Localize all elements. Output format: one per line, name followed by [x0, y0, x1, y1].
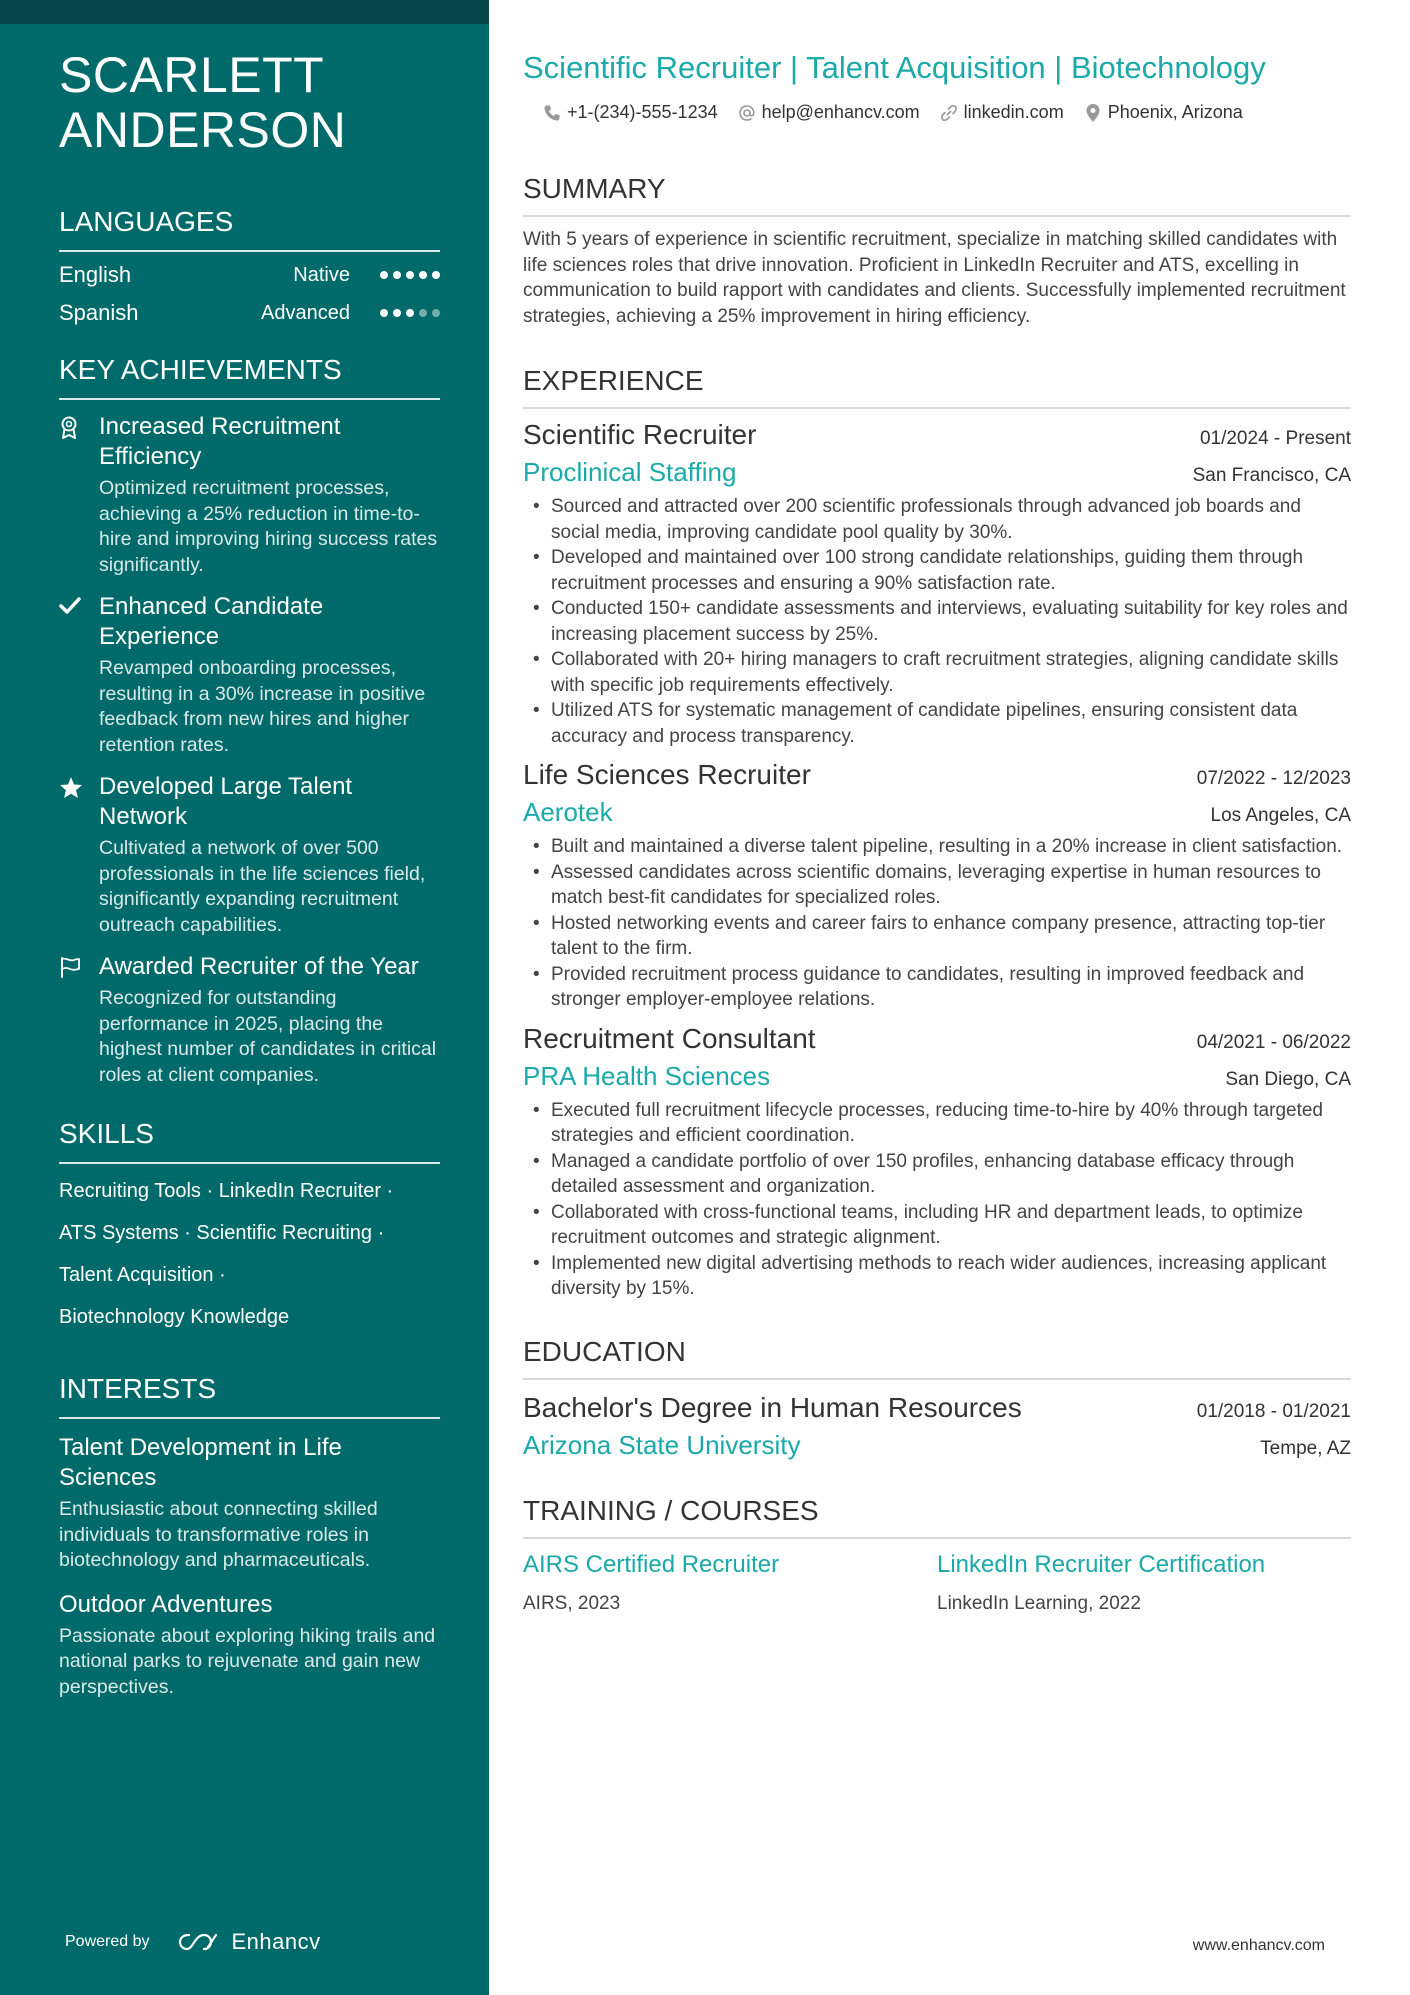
language-level: Native	[293, 263, 350, 286]
course-provider: AIRS, 2023	[523, 1592, 621, 1614]
job-entry	[523, 1023, 1351, 1302]
location-pin-icon	[1084, 103, 1102, 123]
achievement-description: Recognized for outstanding performance in 2025, placing the highest number of candidates in critical roles at client companies.	[99, 987, 437, 1086]
skills-list	[59, 1180, 440, 1329]
powered-by-label: Powered by	[65, 1933, 150, 1950]
job-entry	[523, 419, 1351, 749]
skill-line: Recruiting Tools · LinkedIn Recruiter ·	[59, 1180, 394, 1202]
education-heading: EDUCATION	[523, 1336, 1351, 1380]
achievements-heading: KEY ACHIEVEMENTS	[59, 354, 440, 400]
rating-dot	[432, 271, 440, 279]
achievement-description: Cultivated a network of over 500 professionals in the life sciences field, significantly expanding recruitment outreach capabilities.	[99, 837, 426, 936]
main-content	[523, 0, 1351, 1615]
candidate-name	[59, 48, 440, 158]
brand-logo[interactable]	[178, 1929, 321, 1955]
experience-heading: EXPERIENCE	[523, 365, 1351, 409]
job-title: Life Sciences Recruiter	[523, 759, 811, 790]
star-icon	[59, 772, 99, 938]
job-dates: 01/2024 - Present	[1199, 428, 1351, 449]
skills-heading: SKILLS	[59, 1118, 440, 1164]
skill-line: Talent Acquisition ·	[59, 1264, 226, 1286]
job-bullet: • Provided recruitment process guidance to candidates, resulting in improved feedback and stronger employer-employee relations.	[523, 962, 1351, 1013]
degree-name: Bachelor's Degree in Human Resources	[523, 1391, 1022, 1423]
course-provider: LinkedIn Learning, 2022	[937, 1592, 1141, 1614]
job-bullet: • Developed and maintained over 100 strong candidate relationships, guiding them through recruitment processes and ensuring a 90% satisfaction rate.	[523, 545, 1351, 596]
rating-dot	[406, 271, 414, 279]
achievement-title: Awarded Recruiter of the Year	[99, 953, 419, 980]
achievement-description: Optimized recruitment processes, achieving a 25% reduction in time-to-hire and improving hiring success rates significantly.	[99, 477, 438, 576]
link-icon	[940, 104, 958, 122]
rating-dot	[419, 309, 427, 317]
brand-name: Enhancv	[231, 1929, 321, 1954]
powered-by	[65, 1929, 321, 1955]
skill-line: ATS Systems · Scientific Recruiting ·	[59, 1222, 385, 1244]
course-name: AIRS Certified Recruiter	[523, 1550, 780, 1578]
interest-title: Talent Development in Life Sciences	[59, 1434, 342, 1491]
language-rating	[380, 309, 440, 317]
training-heading: TRAINING / COURSES	[523, 1495, 1351, 1539]
sidebar	[0, 0, 489, 1995]
achievement-title: Developed Large Talent Network	[99, 773, 353, 830]
job-dates: 07/2022 - 12/2023	[1196, 768, 1351, 789]
flag-icon	[59, 952, 99, 1088]
language-rating	[380, 271, 440, 279]
education-dates: 01/2018 - 01/2021	[1196, 1400, 1351, 1422]
contact-phone[interactable]	[543, 102, 718, 123]
rating-dot	[380, 271, 388, 279]
rating-dot	[419, 271, 427, 279]
headline: Scientific Recruiter | Talent Acquisition | Biotechnology	[523, 50, 1266, 85]
summary-heading: SUMMARY	[523, 173, 1351, 217]
job-bullets	[523, 494, 1351, 749]
rating-dot	[393, 309, 401, 317]
job-bullet: • Executed full recruitment lifecycle processes, reducing time-to-hire by 40% through targeted strategies and efficient coordination.	[523, 1098, 1351, 1149]
achievement-item	[59, 592, 440, 758]
job-dates: 04/2021 - 06/2022	[1196, 1031, 1351, 1053]
job-bullet: • Hosted networking events and career fairs to enhance company presence, attracting top-tier talent to the firm.	[523, 911, 1351, 962]
language-name: English	[59, 262, 132, 287]
achievements-list	[59, 412, 440, 1088]
contact-linkedin[interactable]	[940, 102, 1064, 123]
courses-list	[523, 1551, 1351, 1615]
job-bullet: • Collaborated with 20+ hiring managers to craft recruitment strategies, aligning candidate skills with specific job requirements effectively.	[523, 647, 1351, 698]
job-bullets	[523, 1098, 1351, 1302]
course-name: LinkedIn Recruiter Certification	[937, 1550, 1266, 1578]
interests-heading: INTERESTS	[59, 1373, 440, 1419]
interests-list	[59, 1433, 440, 1700]
contact-location	[1084, 102, 1243, 123]
interest-title: Outdoor Adventures	[59, 1590, 273, 1618]
achievement-item	[59, 952, 440, 1088]
contact-email[interactable]	[738, 102, 920, 123]
name-line-last: ANDERSON	[59, 102, 347, 158]
contact-info	[543, 102, 1351, 129]
job-bullet: • Managed a candidate portfolio of over 150 profiles, enhancing database efficacy through detailed assessment and organization.	[523, 1149, 1351, 1200]
rating-dot	[393, 271, 401, 279]
interest-item	[59, 1590, 440, 1701]
achievement-item	[59, 412, 440, 578]
rating-dot	[380, 309, 388, 317]
job-bullet: • Sourced and attracted over 200 scientific professionals through advanced job boards and social media, improving candidate pool quality by 30%.	[523, 494, 1351, 545]
job-bullet: • Built and maintained a diverse talent pipeline, resulting in a 20% increase in client satisfaction.	[523, 834, 1351, 860]
award-icon	[59, 412, 99, 578]
job-bullet: • Implemented new digital advertising methods to reach wider audiences, increasing applicant diversity by 15%.	[523, 1251, 1351, 1302]
achievement-item	[59, 772, 440, 938]
job-bullet: • Conducted 150+ candidate assessments and interviews, evaluating suitability for key roles and increasing placement success by 25%.	[523, 596, 1351, 647]
job-bullet: • Assessed candidates across scientific domains, leveraging expertise in human resources to match best-fit candidates for specialized roles.	[523, 860, 1351, 911]
job-bullet: • Collaborated with cross-functional teams, including HR and department leads, to optimize recruitment outcomes and strategic alignment.	[523, 1200, 1351, 1251]
check-icon	[59, 592, 99, 758]
achievement-description: Revamped onboarding processes, resulting in a 30% increase in positive feedback from new hires and higher retention rates.	[99, 657, 426, 756]
company-name: Proclinical Staffing	[523, 457, 737, 487]
job-title: Scientific Recruiter	[523, 419, 757, 450]
email-text: help@enhancv.com	[761, 102, 920, 122]
footer-website[interactable]: www.enhancv.com	[1192, 1937, 1325, 1954]
achievement-title: Increased Recruitment Efficiency	[99, 413, 341, 470]
phone-icon	[543, 104, 561, 122]
job-entry	[523, 759, 1351, 1013]
education-entry	[523, 1392, 1351, 1461]
name-line-first: SCARLETT	[59, 47, 325, 103]
phone-text: +1-(234)-555-1234	[567, 102, 718, 122]
languages-list	[59, 262, 440, 326]
language-level: Advanced	[261, 301, 350, 324]
company-name: Aerotek	[523, 797, 613, 827]
enhancv-logo-icon	[178, 1931, 222, 1953]
interest-description: Enthusiastic about connecting skilled individuals to transformative roles in biotechnology and pharmaceuticals.	[59, 1498, 378, 1571]
language-name: Spanish	[59, 300, 139, 325]
job-location: Los Angeles, CA	[1210, 805, 1351, 826]
rating-dot	[406, 309, 414, 317]
job-location: San Diego, CA	[1225, 1068, 1351, 1090]
interest-description: Passionate about exploring hiking trails and national parks to rejuvenate and gain new perspectives.	[59, 1624, 436, 1698]
job-bullet: • Utilized ATS for systematic management of candidate pipelines, ensuring consistent data accuracy and process transparency.	[523, 698, 1351, 749]
school-location: Tempe, AZ	[1260, 1437, 1351, 1459]
language-item	[59, 262, 440, 288]
job-location: San Francisco, CA	[1192, 465, 1351, 486]
at-icon	[738, 104, 756, 122]
interest-item	[59, 1433, 440, 1574]
languages-heading: LANGUAGES	[59, 206, 440, 252]
location-text: Phoenix, Arizona	[1107, 102, 1243, 122]
school-name: Arizona State University	[523, 1429, 801, 1460]
linkedin-text: linkedin.com	[963, 102, 1064, 122]
job-bullets	[523, 834, 1351, 1013]
rating-dot	[432, 309, 440, 317]
sidebar-top-bar	[0, 0, 489, 24]
course-item	[523, 1551, 937, 1615]
course-item	[937, 1551, 1351, 1615]
achievement-title: Enhanced Candidate Experience	[99, 593, 324, 650]
job-title: Recruitment Consultant	[523, 1022, 816, 1054]
skill-line: Biotechnology Knowledge	[59, 1306, 290, 1328]
company-name: PRA Health Sciences	[523, 1060, 771, 1091]
language-item	[59, 300, 440, 326]
summary-text: With 5 years of experience in scientific recruitment, specialize in matching skilled candidates with life sciences roles that drive innovation. Proficient in LinkedIn Recruiter and ATS, excelling in communication to build rapport with candidates and clients. Successfully implemented recruitment strategies, achieving a 25% improvement in hiring efficiency.	[523, 229, 1346, 327]
